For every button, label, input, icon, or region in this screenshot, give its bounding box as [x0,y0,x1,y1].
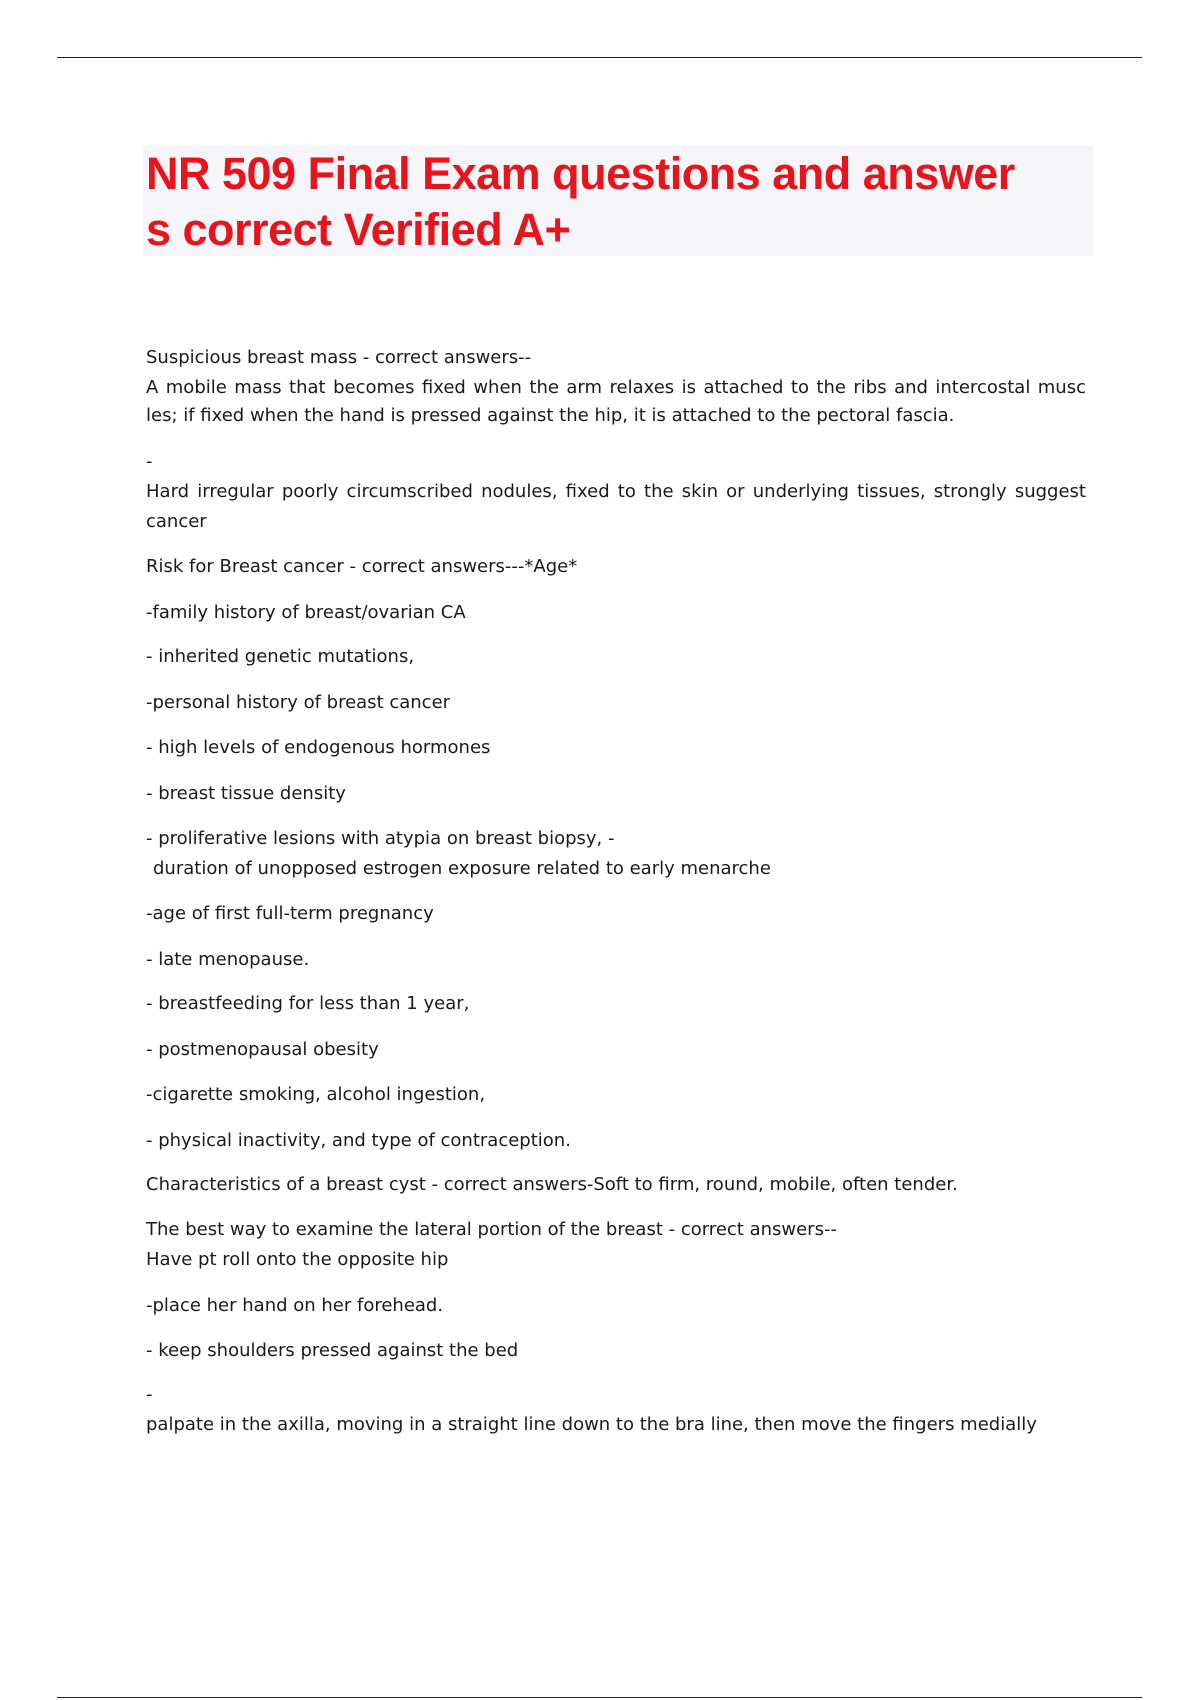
body-line: -personal history of breast cancer [146,692,451,713]
document-title [146,146,1091,258]
body-line: - keep shoulders pressed against the bed [146,1340,519,1361]
body-line: - physical inactivity, and type of contraception. [146,1130,571,1151]
body-line: -cigarette smoking, alcohol ingestion, [146,1084,486,1105]
body-line: -age of first full-term pregnancy [146,903,434,924]
body-line: A mobile mass that becomes fixed when the arm relaxes is attached to the ribs and intercostal musc [146,377,1086,398]
title-line-2: s correct Verified A+ [146,204,571,255]
body-line: palpate in the axilla, moving in a straight line down to the bra line, then move the fingers medially [146,1414,1037,1435]
body-line: - breastfeeding for less than 1 year, [146,993,470,1014]
body-line: cancer [146,511,207,532]
body-line: Have pt roll onto the opposite hip [146,1249,449,1270]
body-line: Characteristics of a breast cyst - correct answers-Soft to firm, round, mobile, often tender. [146,1174,958,1195]
body-line: The best way to examine the lateral portion of the breast - correct answers-- [146,1219,837,1240]
body-line: - breast tissue density [146,783,346,804]
body-line: - [146,451,153,472]
body-line: - late menopause. [146,949,310,970]
body-line: - [146,1384,153,1405]
body-line: - proliferative lesions with atypia on breast biopsy, - [146,828,615,849]
body-line: Risk for Breast cancer - correct answers---*Age* [146,556,578,577]
body-line: Hard irregular poorly circumscribed nodules, fixed to the skin or underlying tissues, strongly suggest [146,481,1086,502]
body-line: -place her hand on her forehead. [146,1295,444,1316]
body-line: Suspicious breast mass - correct answers-- [146,347,532,368]
body-line: - postmenopausal obesity [146,1039,379,1060]
header-rule [57,57,1142,58]
footer-rule [57,1697,1142,1698]
title-line-1: NR 509 Final Exam questions and answer [146,148,1015,199]
body-line: - high levels of endogenous hormones [146,737,491,758]
body-line: duration of unopposed estrogen exposure related to early menarche [153,858,771,879]
body-line: les; if fixed when the hand is pressed against the hip, it is attached to the pectoral fascia. [146,405,955,426]
body-line: - inherited genetic mutations, [146,646,415,667]
body-line: -family history of breast/ovarian CA [146,602,466,623]
